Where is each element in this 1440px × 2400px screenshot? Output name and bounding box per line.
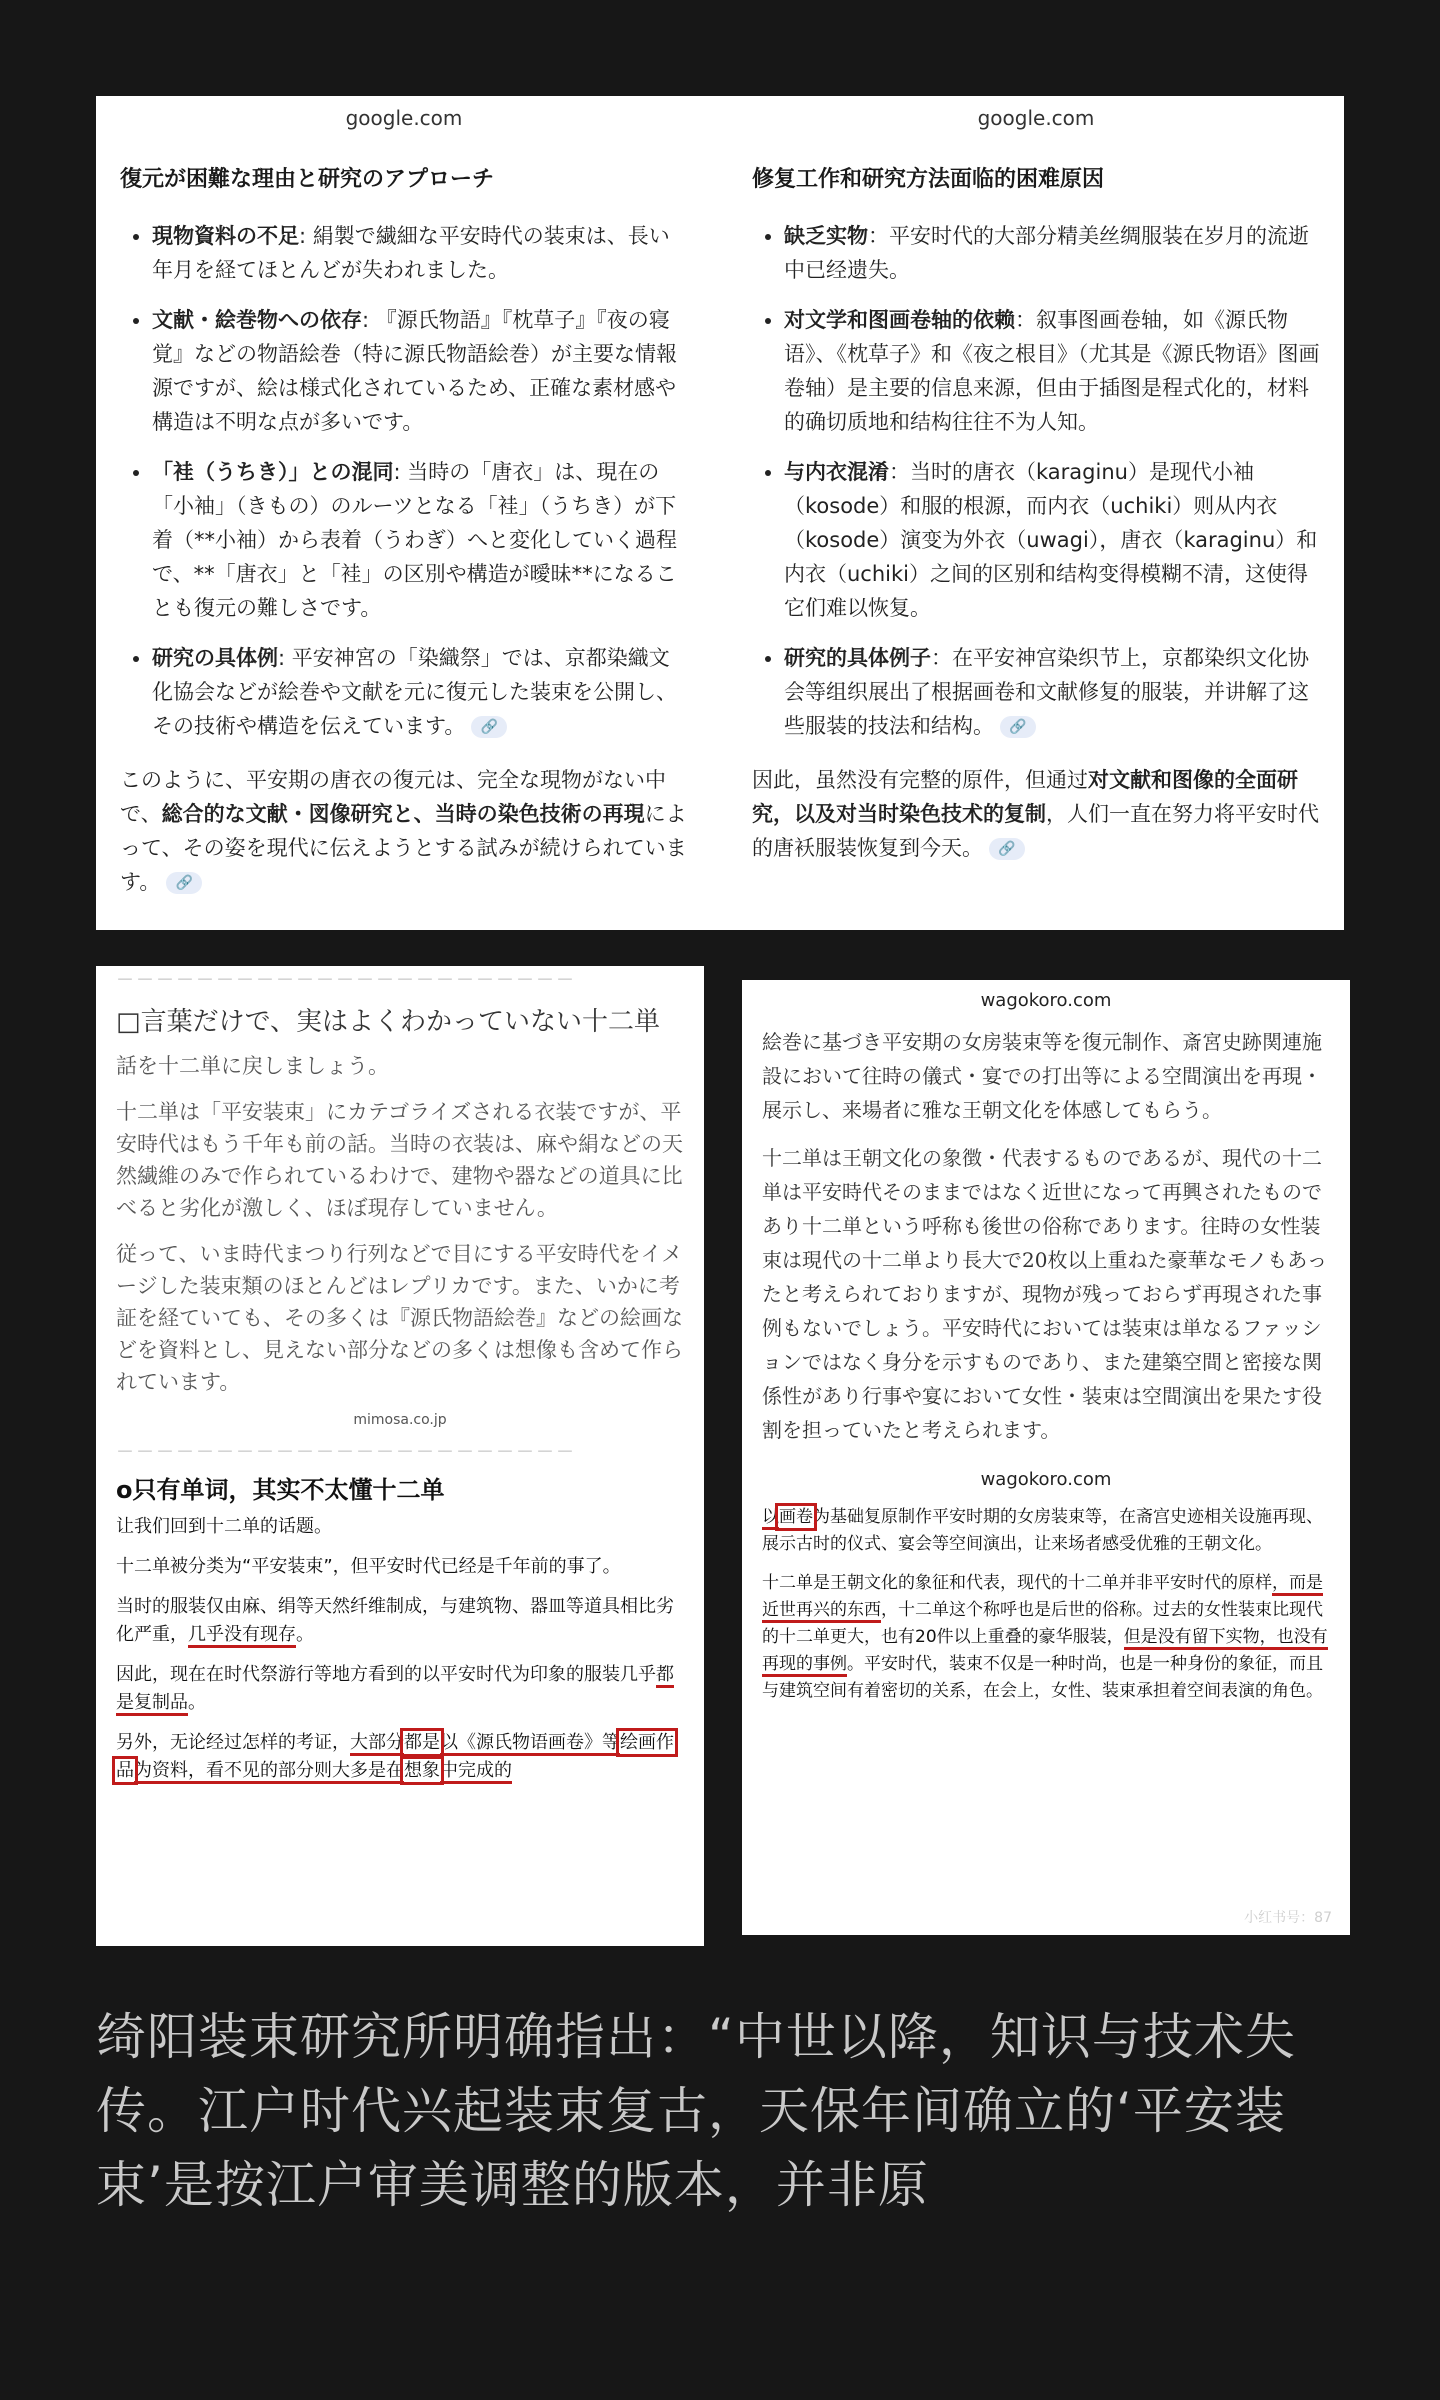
bullet-list <box>120 219 688 743</box>
link-icon[interactable]: 🔗 <box>471 716 507 738</box>
highlight-underline: ，而是近世再兴的东西 <box>762 1573 1323 1623</box>
highlight-box: 都是 <box>404 1732 440 1753</box>
panel-heading: 修复工作和研究方法面临的困难原因 <box>752 167 1105 192</box>
list-item: • 缺乏实物：平安时代的大部分精美丝绸服装在岁月的流逝中已经遗失。 <box>784 219 1320 287</box>
top-screenshot-card <box>96 96 1344 930</box>
highlight-underline: 几乎没有现存 <box>188 1624 296 1648</box>
link-icon[interactable]: 🔗 <box>989 838 1025 860</box>
article-paragraph: 十二単は「平安装束」にカテゴライズされる衣装ですが、平安時代はもう千年も前の話。当時の衣装は、麻や絹などの天然繊維のみで作られているわけで、建物や器などの道具に比べると劣化が激しく、ほぼ現存していません。 <box>116 1100 683 1220</box>
article-paragraph: 絵巻に基づき平安期の女房装束等を復元制作、斎宮史跡関連施設において往時の儀式・宴での打出等による空間演出を再現・展示し、来場者に雅な王朝文化を体感してもらう。 <box>762 1030 1322 1122</box>
article-title: □言葉だけで、実はよくわかっていない十二単 <box>116 1007 661 1037</box>
source-label: wagokoro.com <box>980 990 1112 1011</box>
highlight-underline: 为资料， <box>134 1760 206 1784</box>
mimosa-screenshot-card <box>96 966 704 1946</box>
list-item: • 研究的具体例子：在平安神宫染织节上，京都染织文化协会等组织展出了根据画卷和文献修复的服装，并讲解了这些服装的技法和结构。 🔗 <box>784 641 1320 743</box>
list-item: • 对文学和图画卷轴的依赖：叙事图画卷轴，如《源氏物语》、《枕草子》和《夜之根目》（尤其是《源氏物语》图画卷轴）是主要的信息来源，但由于插图是程式化的，材料的确切质地和结构往往不为人知。 <box>784 303 1320 439</box>
link-icon[interactable]: 🔗 <box>166 872 202 894</box>
highlight-underline: 都是复制品 <box>116 1664 674 1716</box>
summary-paragraph: 因此，虽然没有完整的原件，但通过对文献和图像的全面研究，以及对当时染色技术的复制，人们一直在努力将平安时代的唐袄服装恢复到今天。 🔗 <box>752 768 1319 860</box>
highlight-underline: 大部分 <box>350 1732 404 1756</box>
list-item: • 研究の具体例: 平安神宮の「染織祭」では、京都染織文化協会などが絵巻や文献を元に復元した装束を公開し、その技術や構造を伝えています。 🔗 <box>152 641 688 743</box>
highlight-underline: 以《源氏物语画卷》等 <box>440 1732 620 1756</box>
translation-paragraph: 十二单被分类为“平安装束”，但平安时代已经是千年前的事了。 <box>116 1556 621 1577</box>
translation-title: o只有单词，其实不太懂十二单 <box>116 1476 445 1504</box>
article-paragraph: 十二単は王朝文化の象徴・代表するものであるが、現代の十二単は平安時代そのままではなく近世になって再興されたものであり十二単という呼称も後世の俗称であります。往時の女性装束は現代の十二単より長大で20枚以上重ねた豪華なモノもあったと考えられておりますが、現物が残っておらず再現された事例もないでしょう。平安時代においては装束は単なるファッションではなく身分を示すものであり、また建築空間と密接な関係性があり行事や宴において女性・装束は空間演出を果たす役割を担っていたと考えられます。 <box>762 1146 1328 1442</box>
top-right-panel <box>728 96 1344 930</box>
source-label: mimosa.co.jp <box>353 1412 447 1428</box>
article-paragraph: 従って、いま時代まつり行列などで目にする平安時代をイメージした装束類のほとんどはレプリカです。また、いかに考証を経ていても、その多くは『源氏物語絵巻』などの絵画などを資料とし、見えない部分などの多くは想像も含めて作られています。 <box>116 1242 683 1394</box>
translation-paragraph: 当时的服装仅由麻、绢等天然纤维制成，与建筑物、器皿等道具相比劣化严重，几乎没有现存。 <box>116 1593 684 1649</box>
panel-heading: 復元が困難な理由と研究のアプローチ <box>120 167 495 192</box>
highlight-box: 画卷 <box>779 1507 813 1527</box>
list-item: • 文献・絵巻物への依存: 『源氏物語』『枕草子』『夜の寝覚』などの物語絵巻（特に源氏物語絵巻）が主要な情報源ですが、絵は様式化されているため、正確な素材感や構造は不明な点が多いです。 <box>152 303 688 439</box>
article-paragraph: 話を十二単に戻しましょう。 <box>116 1054 389 1078</box>
list-item: • 現物資料の不足: 絹製で繊細な平安時代の装束は、長い年月を経てほとんどが失われました。 <box>152 219 688 287</box>
highlight-underline: 看不见的部分则大多是在 <box>206 1760 404 1784</box>
highlight-underline: 以 <box>762 1507 779 1530</box>
bottom-caption: 绮阳装束研究所明确指出：“中世以降，知识与技术失传。江户时代兴起装束复古，天保年间确立的‘平安装束’是按江户审美调整的版本，并非原 <box>96 2008 1296 2214</box>
highlight-box: 想象 <box>404 1760 440 1781</box>
list-item: • 「袿（うちき）」との混同: 当時の「唐衣」は、現在の「小袖」（きもの）のルーツとなる「袿」（うちき）が下着（**小袖）から表着（うわぎ）へと変化していく過程で、**「唐衣」と「袿」の区別や構造が曖昧**になることも復元の難しさです。 <box>152 455 688 625</box>
bullet-list <box>752 219 1320 743</box>
wagokoro-screenshot-card <box>742 980 1350 1935</box>
translation-paragraph: 以画卷为基础复原制作平安时期的女房装束等，在斋宫史迹相关设施再现、展示古时的仪式、宴会等空间演出，让来场者感受优雅的王朝文化。 <box>762 1507 1323 1554</box>
link-icon[interactable]: 🔗 <box>1000 716 1036 738</box>
highlight-underline: 但是没有留下实物，也没有再现的事例 <box>762 1627 1328 1677</box>
divider: －－－－－－－－－－－－－－－－－－－－－－－ <box>116 1442 576 1460</box>
highlight-box: 绘画作品 <box>116 1732 674 1781</box>
divider: －－－－－－－－－－－－－－－－－－－－－－－ <box>116 970 576 988</box>
translation-paragraph: 十二单是王朝文化的象征和代表，现代的十二单并非平安时代的原样，而是近世再兴的东西，十二单这个称呼也是后世的俗称。过去的女性装束比现代的十二单更大，也有20件以上重叠的豪华服装，但是没有留下实物，也没有再现的事例。平安时代，装束不仅是一种时尚，也是一种身份的象征，而且与建筑空间有着密切的关系，在会上，女性、装束承担着空间表演的角色。 <box>762 1573 1328 1701</box>
source-label: google.com <box>977 106 1095 130</box>
watermark: 小红书号：87 <box>1244 1910 1332 1926</box>
summary-paragraph: このように、平安期の唐衣の復元は、完全な現物がない中で、総合的な文献・図像研究と、当時の染色技術の再現によって、その姿を現代に伝えようとする試みが続けられています。 🔗 <box>120 768 687 894</box>
source-label: wagokoro.com <box>980 1469 1112 1490</box>
list-item: • 与内衣混淆：当时的唐衣（karaginu）是现代小袖（kosode）和服的根源，而内衣（uchiki）则从内衣（kosode）演变为外衣（uwagi），唐衣（karaginu）和内衣（uchiki）之间的区别和结构变得模糊不清，这使得它们难以恢复。 <box>784 455 1320 625</box>
source-label: google.com <box>345 106 463 130</box>
highlight-underline: 中完成的 <box>440 1760 512 1784</box>
translation-paragraph: 因此，现在在时代祭游行等地方看到的以平安时代为印象的服装几乎都是复制品。 <box>116 1661 684 1717</box>
translation-paragraph: 让我们回到十二单的话题。 <box>116 1516 332 1537</box>
translation-paragraph: 另外，无论经过怎样的考证，大部分都是以《源氏物语画卷》等绘画作品为资料，看不见的部分则大多是在想象中完成的 <box>116 1729 684 1785</box>
top-left-panel <box>96 96 712 930</box>
